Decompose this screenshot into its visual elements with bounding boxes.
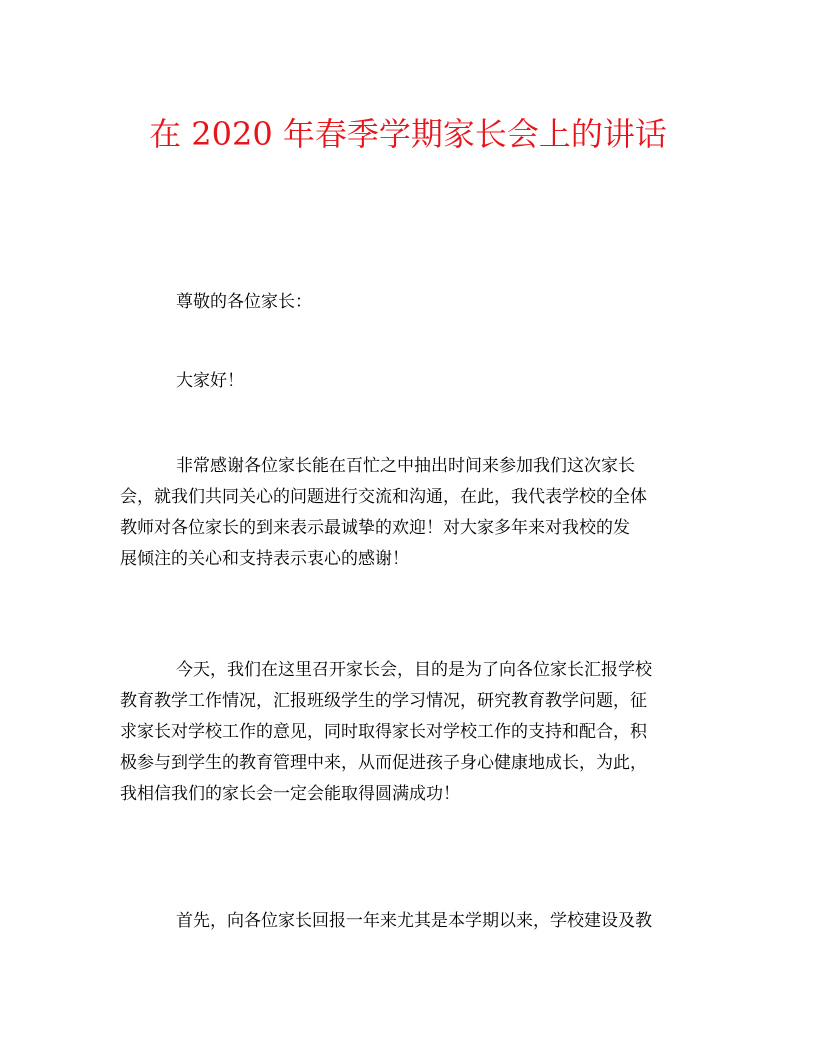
paragraph-line: 会，就我们共同关心的问题进行交流和沟通，在此，我代表学校的全体 <box>120 487 647 507</box>
paragraph-line: 今天，我们在这里召开家长会，目的是为了向各位家长汇报学校 <box>176 660 652 680</box>
paragraph-line: 展倾注的关心和支持表示衷心的感谢！ <box>120 549 409 569</box>
paragraph-line: 求家长对学校工作的意见，同时取得家长对学校工作的支持和配合，积 <box>120 722 647 742</box>
salutation-text: 尊敬的各位家长： <box>176 292 312 312</box>
document-title: 在 2020 年春季学期家长会上的讲话 <box>149 115 667 153</box>
paragraph-line: 极参与到学生的教育管理中来，从而促进孩子身心健康地成长，为此， <box>120 753 647 773</box>
paragraph-2 <box>120 655 698 810</box>
paragraph-line: 教师对各位家长的到来表示最诚挚的欢迎！对大家多年来对我校的发 <box>120 518 630 538</box>
paragraph-line: 教育教学工作情况，汇报班级学生的学习情况，研究教育教学问题，征 <box>120 691 647 711</box>
paragraph-1 <box>120 451 698 575</box>
paragraph-line: 非常感谢各位家长能在百忙之中抽出时间来参加我们这次家长 <box>176 456 635 476</box>
salutation <box>120 287 698 318</box>
paragraph-line: 我相信我们的家长会一定会能取得圆满成功！ <box>120 784 460 804</box>
paragraph-line: 首先，向各位家长回报一年来尤其是本学期以来，学校建设及教 <box>176 911 652 931</box>
paragraph-3 <box>120 906 698 937</box>
greeting-text: 大家好！ <box>176 371 244 391</box>
greeting <box>120 366 698 397</box>
